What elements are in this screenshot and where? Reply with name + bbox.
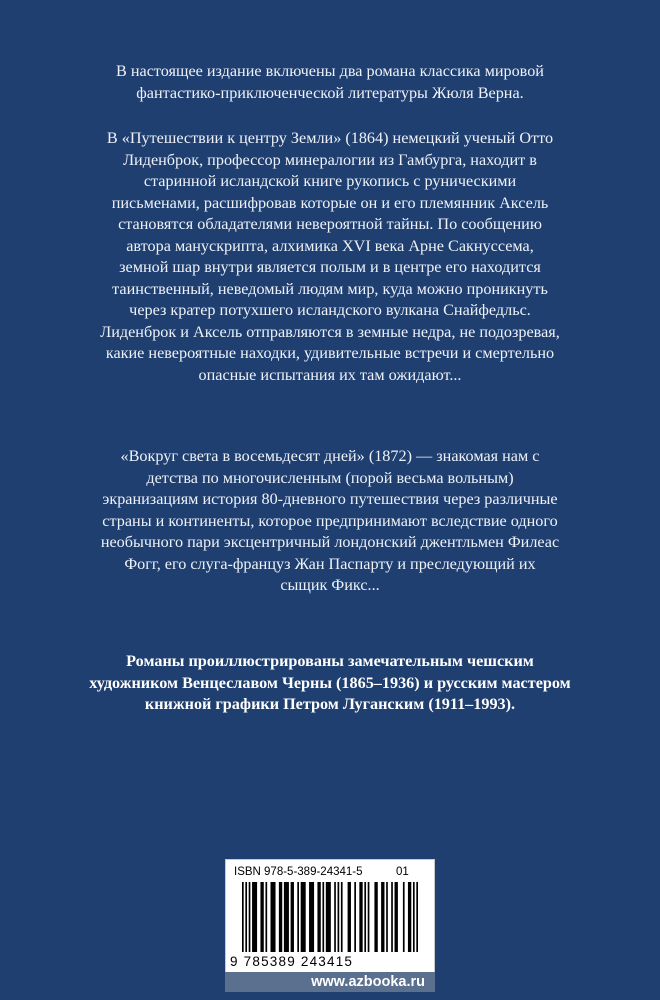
barcode-bar [260,882,263,952]
barcode-bar [245,882,247,952]
barcode-bar [403,882,405,952]
barcode-bars [240,882,420,952]
barcode-label [225,859,435,973]
barcode-bar [334,882,336,952]
barcode-bar [354,882,356,952]
barcode-bar [341,882,343,952]
barcode-bar [265,882,267,952]
barcode-bar [271,882,276,952]
barcode-bar [322,882,324,952]
journey-description-paragraph: В «Путешествии к центру Земли» (1864) немецкий ученый Отто Лиденброк, профессор минералогии из Гамбурга, находит в старинной исландской книге рукопись с руническими письменами, расшифровав которые он и его племянник Аксель становятся обладателями невероятной тайны. По сообщению автора манускрипта, алхимика XVI века Арне Сакнуссема, земной шар внутри является полым и в центре его находится таинственный, неведомый людям мир, куда можно проникнуть через кратер потухшего исландского вулкана Снайфедльс. Лиденброк и Аксель отправляются в земные недра, не подозревая, какие невероятные находки, удивительные встречи и смертельно опасные испытания их там ожидают... [100,129,560,384]
barcode-bar [413,882,415,952]
isbn-addon-text: 01 [396,866,409,878]
barcode-bar [297,882,299,952]
barcode-bar [252,882,257,952]
barcode-bar [309,882,314,952]
barcode-bar [284,882,289,952]
barcode-bar [374,882,377,952]
barcode-bar [391,882,393,952]
barcode-bar [368,882,370,952]
barcode-bar [395,882,398,952]
barcode-bar [317,882,320,952]
barcode-digits: 9 785389 243415 [230,954,354,969]
around-world-description-paragraph: «Вокруг света в восемьдесят дней» (1872) — знакомая нам с детства по многочисленным (порой весьма вольным) экранизациям история 80-дневного путешествия через различные страны и континенты, которое предпринимают вследствие одного необычного пари эксцентричный лондонский джентльмен Филеас Фогг, его слуга-француз Жан Паспарту и преследующий их сыщик Фикс... [100,447,560,594]
barcode-bar [348,882,351,952]
publisher-website: www.azbooka.ru [225,972,435,992]
barcode-bar [416,882,418,952]
barcode-bar [301,882,306,952]
barcode-bar [381,882,384,952]
barcode-bar [291,882,294,952]
barcode-bar [249,882,251,952]
barcode-bar [326,882,331,952]
illustrators-note: Романы проиллюстрированы замечательным чешским художником Венцеславом Черны (1865–1936) и русским мастером книжной графики Петром Луганским (1911–1993). [89,652,571,713]
barcode-bar [408,882,411,952]
isbn-text: ISBN 978-5-389-24341-5 [234,866,363,878]
barcode-bar [359,882,362,952]
barcode-bar [386,882,388,952]
barcode-bar [364,882,366,952]
barcode-bar [242,882,244,952]
barcode-bar [338,882,340,952]
intro-paragraph: В настоящее издание включены два романа классика мировой фантастико-приключенческой литературы Жюля Верна. [116,62,544,102]
barcode-bar [279,882,282,952]
